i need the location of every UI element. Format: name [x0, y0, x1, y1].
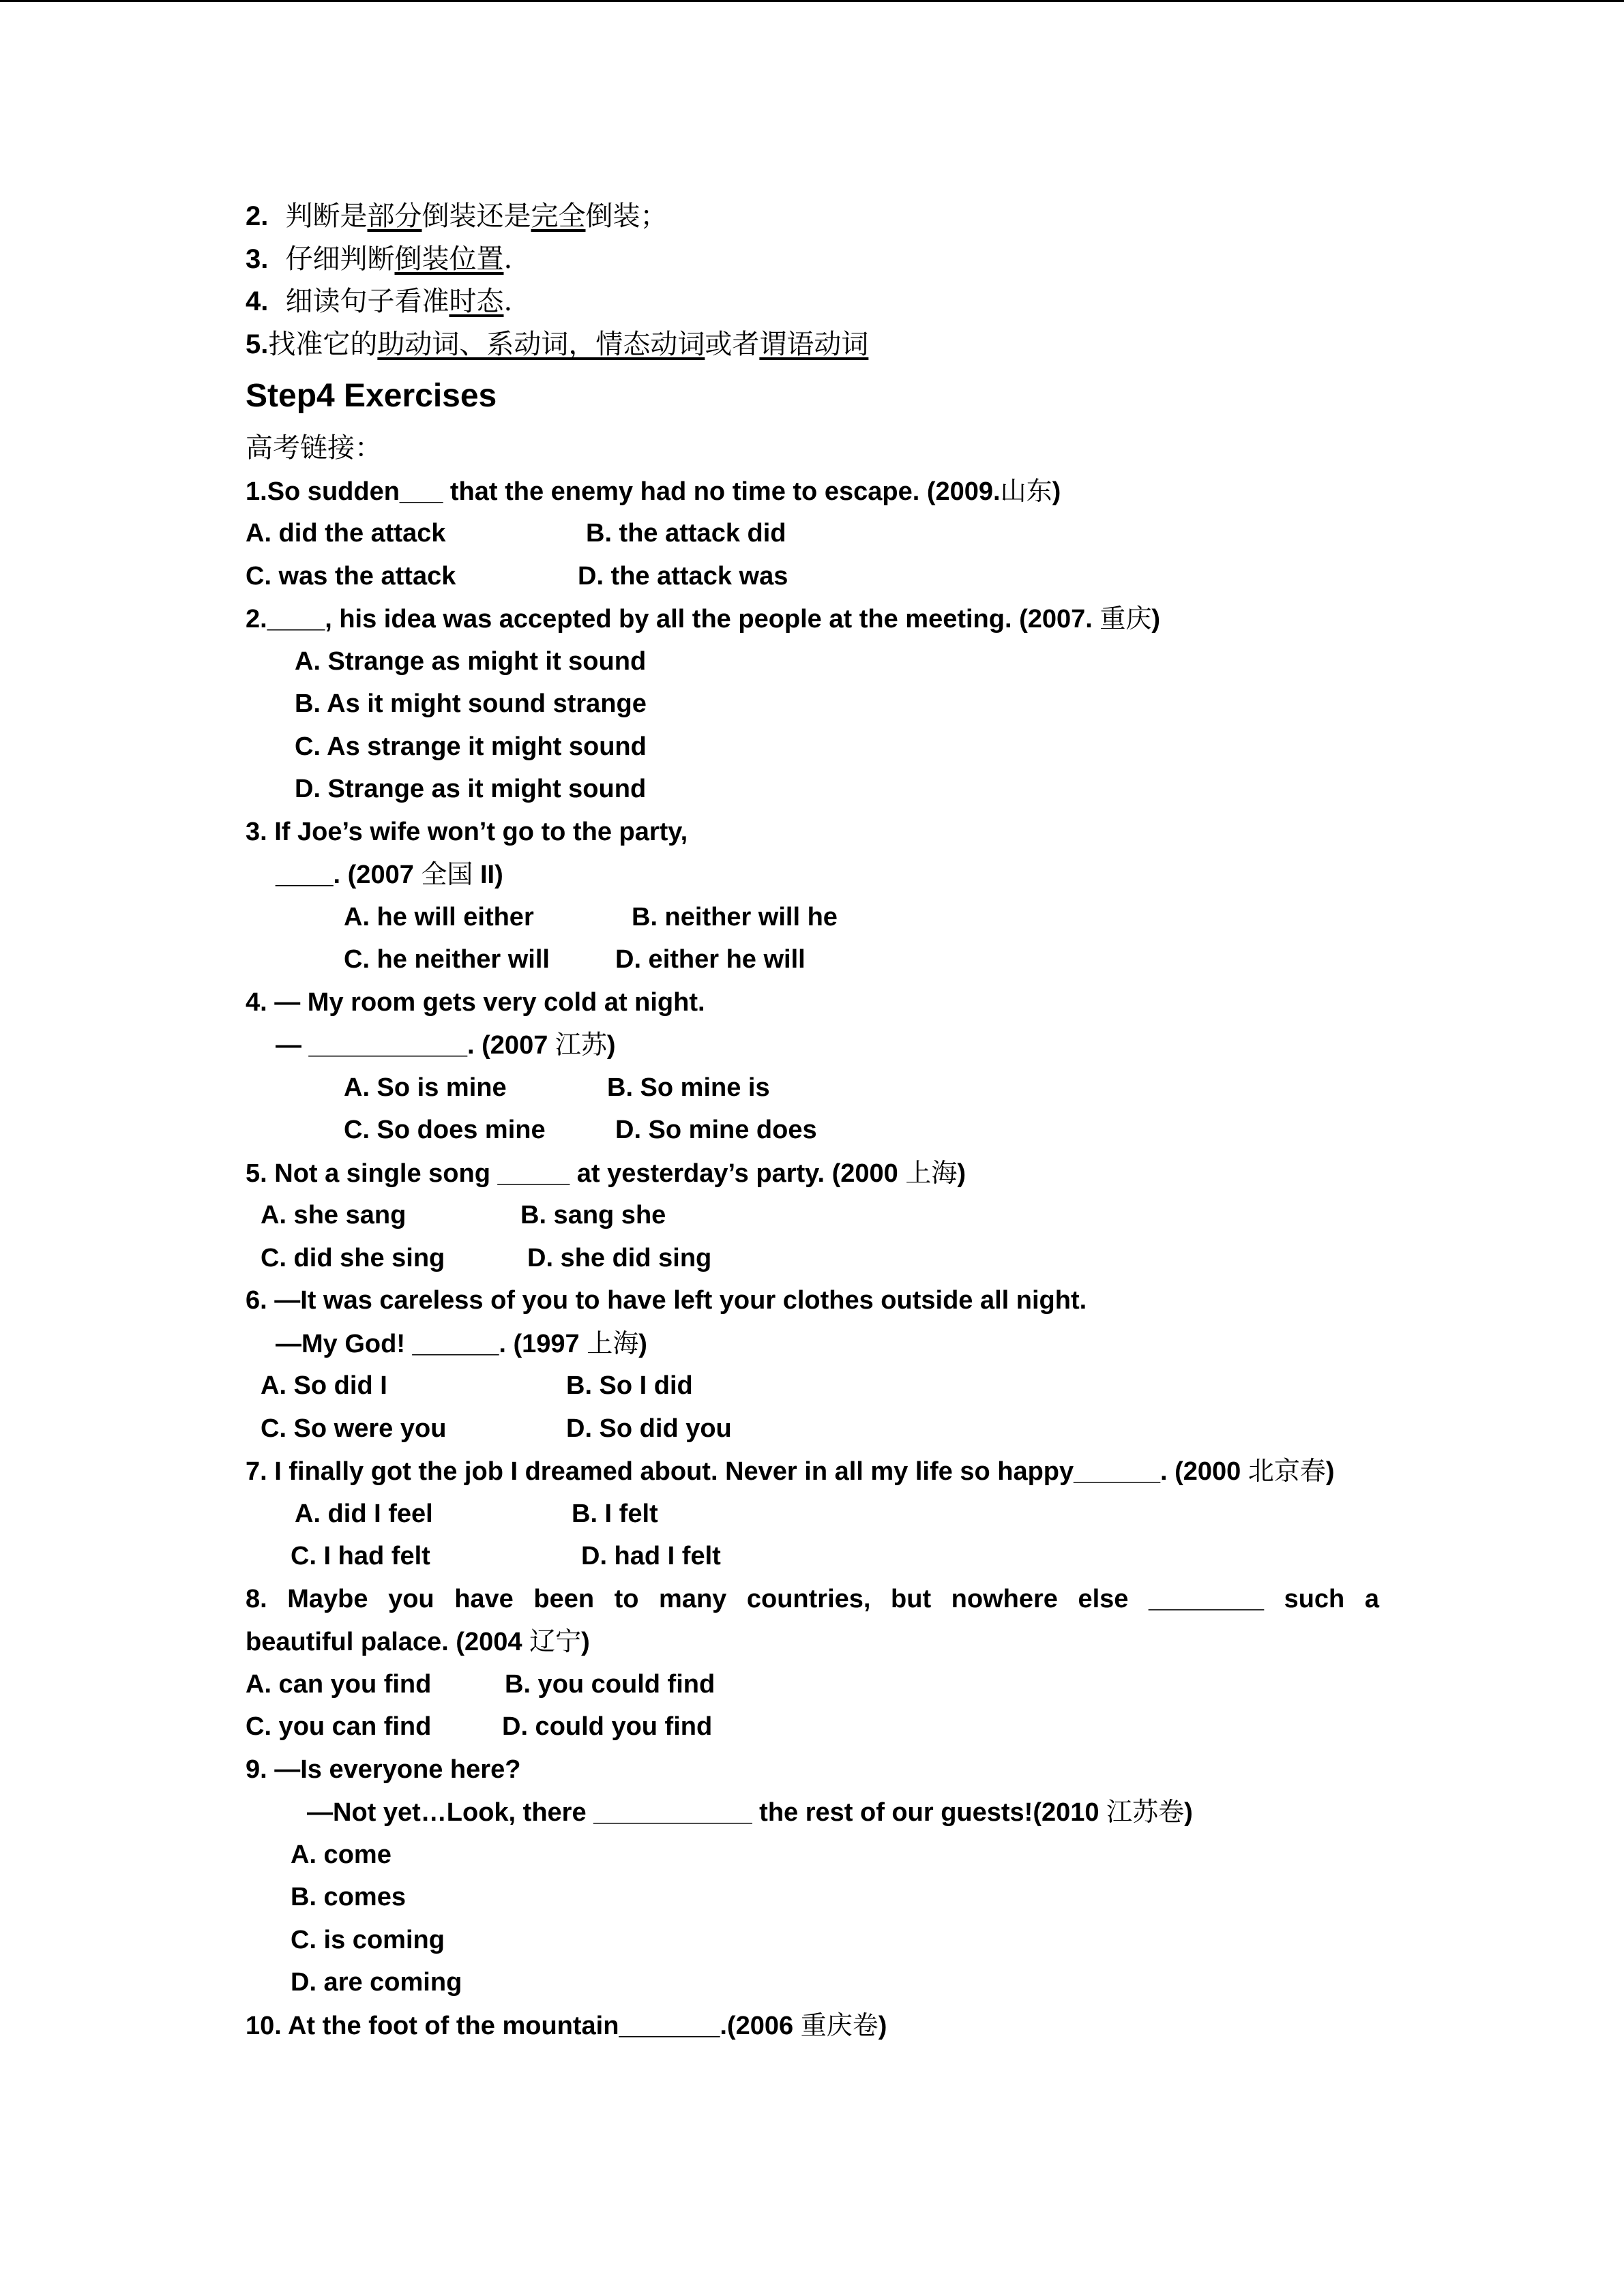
question-3-options-row-2 — [246, 938, 1379, 981]
option-a: A. he will either — [344, 902, 534, 931]
option-a: A. did I feel — [295, 1499, 433, 1528]
page-top-border — [0, 0, 1624, 2]
question-9-option-c — [246, 1919, 1379, 1962]
option-d: D. So mine does — [615, 1116, 817, 1144]
question-5-options-row-1 — [246, 1194, 1379, 1237]
question-1-options-row-1 — [246, 512, 1379, 555]
option-d: D. Strange as it might sound — [295, 775, 647, 803]
option-c: C. did she sing — [261, 1243, 445, 1272]
rule-text: 判断是部分倒装还是完全倒装； — [285, 200, 668, 232]
question-9-option-d — [246, 1961, 1379, 2004]
rule-number: 5. — [246, 329, 269, 359]
option-c: C. So were you — [261, 1414, 447, 1443]
question-6-options-row-1 — [246, 1365, 1379, 1407]
question-2-option-d — [246, 768, 1379, 811]
question-4-stem: 4. — My room gets very cold at night. — [246, 987, 705, 1017]
option-b: B. comes — [291, 1883, 406, 1911]
question-8-options-row-1 — [246, 1663, 1379, 1706]
question-5-options-row-2 — [246, 1237, 1379, 1280]
question-1-stem: 1.So sudden___ that the enemy had no time to escape. (2009.山东) — [246, 475, 1061, 506]
question-8-stem-continued: beautiful palace. (2004 辽宁) — [246, 1626, 590, 1656]
section-heading: Step4 Exercises — [246, 378, 497, 414]
option-d: D. are coming — [291, 1968, 462, 1997]
option-a: A. So did I — [261, 1371, 387, 1400]
rule-3 — [246, 238, 1379, 281]
rule-5 — [246, 323, 1379, 366]
option-c: C. he neither will — [344, 945, 550, 974]
rule-number: 4. — [246, 286, 269, 316]
option-c: C. As strange it might sound — [295, 732, 647, 761]
option-a: A. can you find — [246, 1669, 432, 1699]
question-7-options-row-1 — [246, 1493, 1379, 1536]
rule-text: 仔细判断倒装位置. — [285, 243, 513, 275]
option-b: B. sang she — [520, 1201, 666, 1229]
question-4-stem-continued: — ___________. (2007 江苏) — [276, 1030, 616, 1060]
rule-text: 找准它的助动词、系动词，情态动词或者谓语动词 — [268, 328, 869, 360]
option-c: C. you can find — [246, 1712, 432, 1741]
question-4-options-row-2 — [246, 1109, 1379, 1152]
question-3-options-row-1 — [246, 896, 1379, 939]
option-d: D. could you find — [502, 1712, 713, 1741]
option-b: B. you could find — [505, 1669, 715, 1699]
question-7-options-row-2 — [246, 1535, 1379, 1578]
question-6-stem-continued: —My God! ______. (1997 上海) — [276, 1328, 647, 1358]
question-9-stem-continued: —Not yet…Look, there ___________ the rest of our guests!(2010 江苏卷) — [307, 1797, 1193, 1827]
rule-number: 2. — [246, 201, 269, 231]
rule-number: 3. — [246, 243, 269, 274]
option-b: B. So I did — [566, 1371, 693, 1400]
option-b: B. neither will he — [632, 902, 838, 931]
question-2-stem: 2.____, his idea was accepted by all the people at the meeting. (2007. 重庆) — [246, 603, 1161, 633]
question-3-stem: 3. If Joe’s wife won’t go to the party, — [246, 817, 688, 846]
option-a: A. did the attack — [246, 519, 446, 548]
section-intro: 高考链接： — [246, 432, 382, 464]
document-page — [246, 195, 1379, 2046]
question-10-stem: 10. At the foot of the mountain_______.(2006 重庆卷) — [246, 2010, 887, 2040]
option-d: D. had I felt — [581, 1542, 721, 1570]
option-b: B. the attack did — [586, 519, 786, 548]
option-a: A. Strange as might it sound — [295, 646, 647, 676]
option-a: A. So is mine — [344, 1073, 507, 1102]
option-c: C. So does mine — [344, 1116, 546, 1144]
question-2-option-a — [246, 640, 1379, 683]
option-b: B. So mine is — [607, 1073, 770, 1102]
question-9-option-b — [246, 1876, 1379, 1919]
question-9-option-a — [246, 1834, 1379, 1877]
question-8-options-row-2 — [246, 1705, 1379, 1748]
option-b: B. As it might sound strange — [295, 689, 647, 718]
question-4-options-row-1 — [246, 1067, 1379, 1109]
question-5-stem: 5. Not a single song _____ at yesterday’s party. (2000 上海) — [246, 1157, 966, 1188]
option-d: D. the attack was — [578, 561, 788, 591]
option-c: C. I had felt — [291, 1542, 430, 1570]
rule-4 — [246, 280, 1379, 323]
option-d: D. either he will — [615, 945, 806, 974]
question-8-stem: 8. Maybe you have been to many countries, but nowhere else ________ such a — [246, 1584, 1379, 1613]
rule-text: 细读句子看准时态. — [285, 286, 513, 317]
option-b: B. I felt — [572, 1499, 658, 1528]
question-9-stem: 9. —Is everyone here? — [246, 1755, 521, 1784]
option-a: A. she sang — [261, 1201, 407, 1229]
option-d: D. So did you — [566, 1414, 732, 1443]
question-2-option-c — [246, 726, 1379, 769]
option-a: A. come — [291, 1840, 392, 1869]
question-6-stem: 6. —It was careless of you to have left your clothes outside all night. — [246, 1286, 1087, 1315]
question-2-option-b — [246, 683, 1379, 726]
question-3-stem-continued: ____. (2007 全国 II) — [276, 859, 503, 889]
option-c: C. was the attack — [246, 561, 456, 591]
option-c: C. is coming — [291, 1925, 445, 1954]
question-7-stem: 7. I finally got the job I dreamed about. Never in all my life so happy______. (2000 北京春) — [246, 1456, 1335, 1486]
option-d: D. she did sing — [527, 1243, 712, 1272]
question-6-options-row-2 — [246, 1407, 1379, 1450]
rule-2 — [246, 195, 1379, 238]
question-1-options-row-2 — [246, 555, 1379, 598]
